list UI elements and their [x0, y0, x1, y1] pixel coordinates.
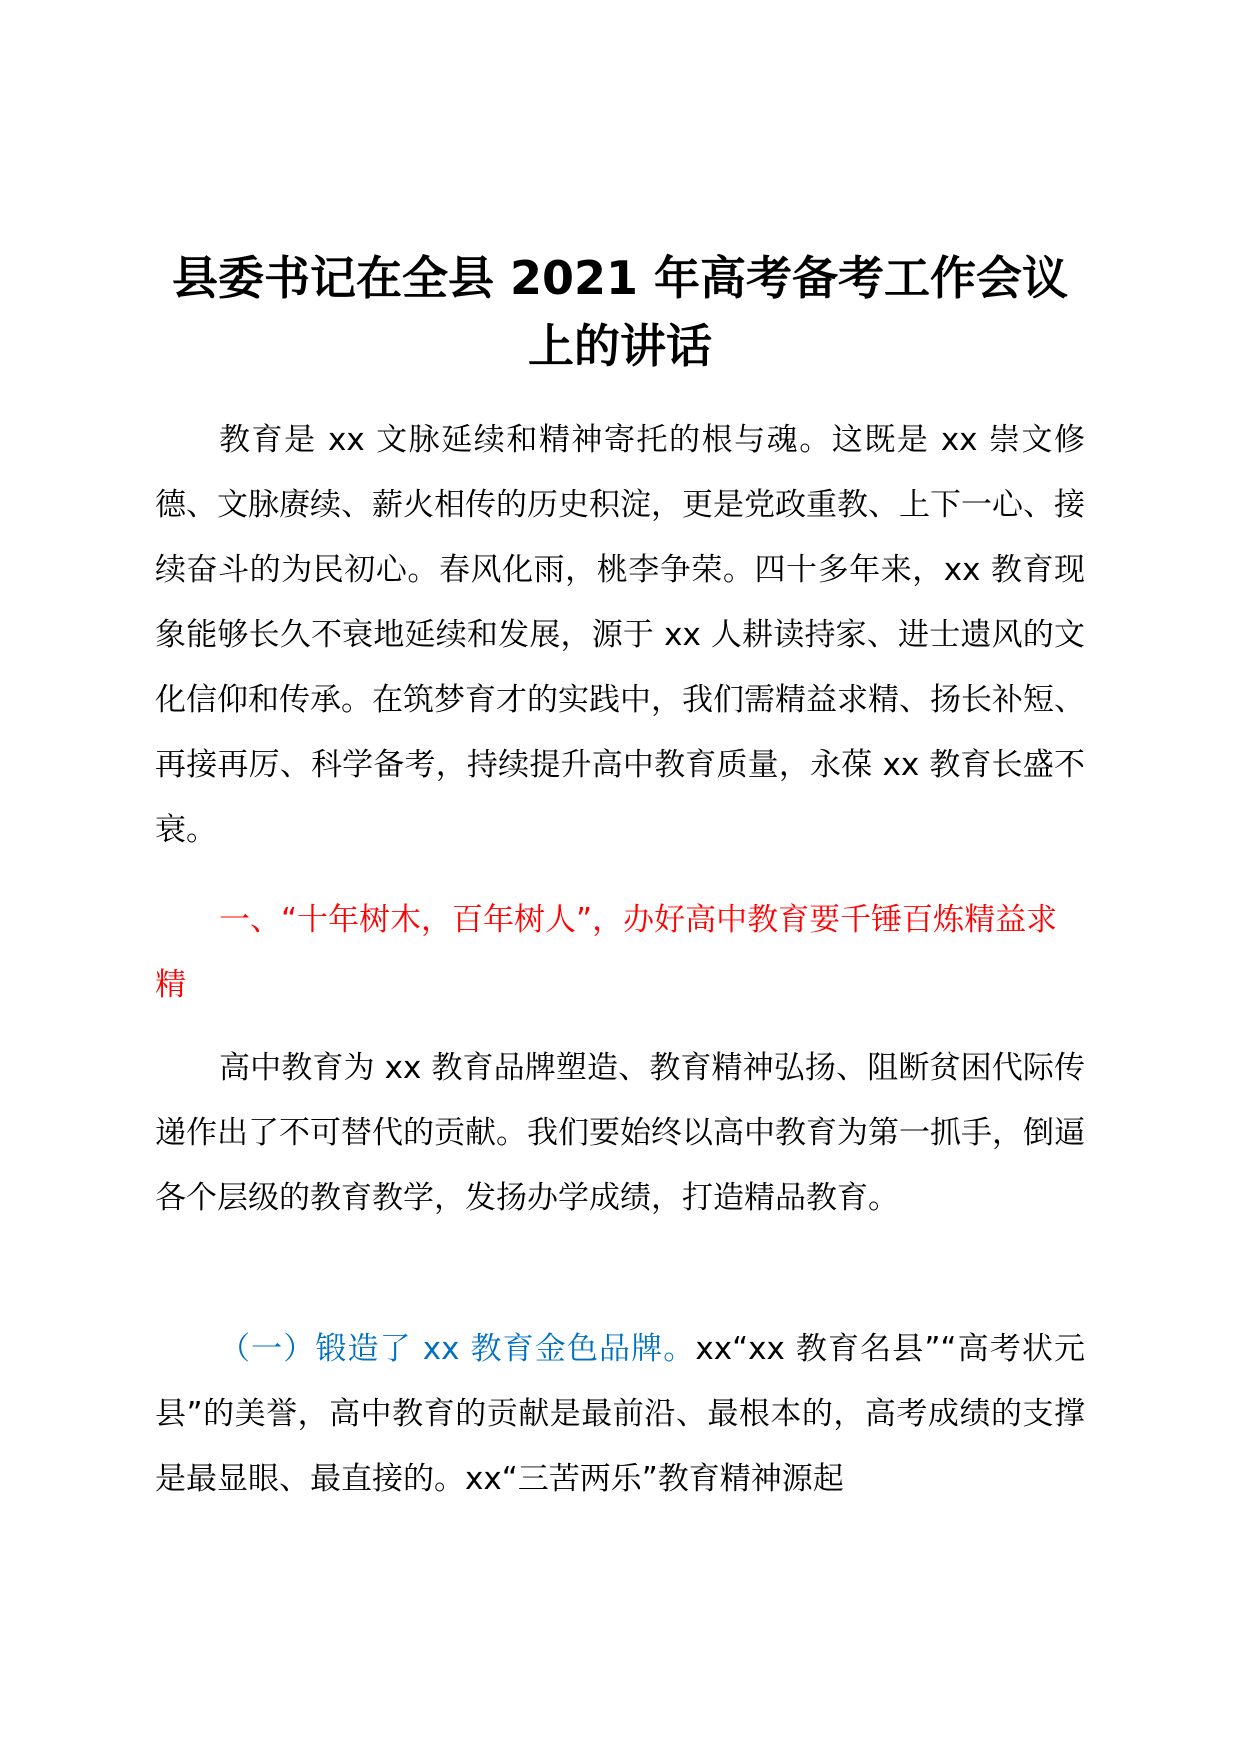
paragraph-section-1: 高中教育为 xx 教育品牌塑造、教育精神弘扬、阻断贫困代际传递作出了不可替代的贡献。我们要始终以高中教育为第一抓手，倒逼各个层级的教育教学，发扬办学成绩，打造精品教育。: [155, 1050, 1085, 1216]
subsection-1-text: xx“xx 教育名县”“高考状元县”的美誉，高中教育的贡献是最前沿、最根本的，高考成绩的支撑是最显眼、最直接的。xx“三苦两乐”教育精神源起: [155, 1331, 1085, 1497]
paragraph-subsection-1: [155, 1317, 1085, 1512]
document-title: 县委书记在全县 2021 年高考备考工作会议上的讲话: [171, 251, 1069, 373]
paragraph-intro: 教育是 xx 文脉延续和精神寄托的根与魂。这既是 xx 崇文修德、文脉赓续、薪火相传的历史积淀，更是党政重教、上下一心、接续奋斗的为民初心。春风化雨，桃李争荣。四十多年来，xx 教育现象能够长久不衰地延续和发展，源于 xx 人耕读持家、进士遗风的文化信仰和传承。在筑梦育才的实践中，我们需精益求精、扬长补短、再接再厉、科学备考，持续提升高中教育质量，永葆 xx 教育长盛不衰。: [155, 422, 1085, 848]
subsection-heading-1: （一）锻造了 xx 教育金色品牌。: [219, 1331, 696, 1367]
section-heading-1: 一、“十年树木，百年树人”，办好高中教育要千锤百炼精益求精: [155, 902, 1058, 1003]
